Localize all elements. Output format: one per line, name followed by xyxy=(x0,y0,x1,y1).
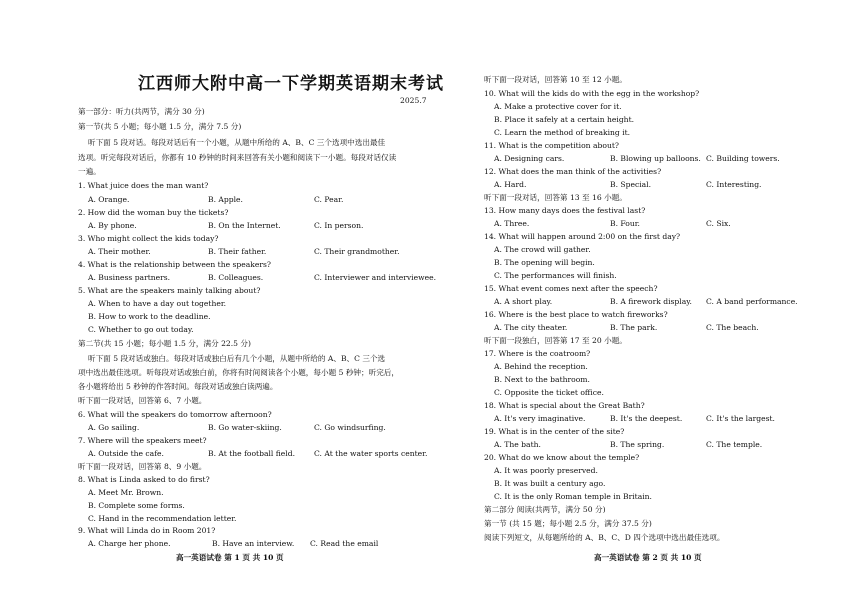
option-a: A. Orange. xyxy=(88,195,130,204)
option-b: B. Next to the bathroom. xyxy=(494,375,590,384)
option-c: C. Interesting. xyxy=(706,180,762,189)
section-heading: 第一节 (共 15 题；每小题 2.5 分，满分 37.5 分) xyxy=(484,519,652,528)
exam-title: 江西师大附中高一下学期英语期末考试 xyxy=(138,74,444,94)
question-stem: 19. What is in the center of the site? xyxy=(484,427,625,436)
question-stem: 1. What juice does the man want? xyxy=(78,181,209,190)
option-b: B. Go water-skiing. xyxy=(208,423,282,432)
section1-heading: 第一节(共 5 小题；每小题 1.5 分，满分 7.5 分) xyxy=(78,122,242,131)
question-stem: 4. What is the relationship between the speakers? xyxy=(78,260,271,269)
option-b: B. At the football field. xyxy=(208,449,296,458)
question-stem: 8. What is Linda asked to do first? xyxy=(78,475,210,484)
question-stem: 20. What do we know about the temple? xyxy=(484,453,640,462)
listening-direction: 听下面一段独白，回答第 17 至 20 小题。 xyxy=(484,336,627,345)
question-stem: 9. What will Linda do in Room 201? xyxy=(78,526,216,535)
option-c: C. At the water sports center. xyxy=(314,449,428,458)
option-a: A. Hard. xyxy=(494,180,527,189)
option-b: B. Their father. xyxy=(208,247,267,256)
question-stem: 5. What are the speakers mainly talking about? xyxy=(78,286,261,295)
option-c: C. Go windsurfing. xyxy=(314,423,386,432)
option-b: B. It was built a century ago. xyxy=(494,479,606,488)
listening-direction: 听下面一段对话，回答第 8、9 小题。 xyxy=(78,462,207,471)
question-stem: 7. Where will the speakers meet? xyxy=(78,436,207,445)
part2-heading: 第二部分 阅读(共两节，满分 50 分) xyxy=(484,505,606,514)
option-c: C. Whether to go out today. xyxy=(88,325,194,334)
reading-instruction: 阅读下列短文，从每题所给的 A、B、C、D 四个选项中选出最佳选项。 xyxy=(484,533,725,542)
option-b: B. Blowing up balloons. xyxy=(610,154,701,163)
option-c: C. Hand in the recommendation letter. xyxy=(88,514,237,523)
option-a: A. A short play. xyxy=(494,297,553,306)
question-stem: 13. How many days does the festival last? xyxy=(484,206,646,215)
instruction-line: 听下面 5 段对话或独白。每段对话或独白后有几个小题，从题中所给的 A、B、C 三个选 xyxy=(88,354,386,363)
option-c: C. The temple. xyxy=(706,440,763,449)
question-stem: 16. Where is the best place to watch fireworks? xyxy=(484,310,668,319)
question-stem: 11. What is the competition about? xyxy=(484,141,619,150)
instruction-line: 听下面 5 段对话。每段对话后有一个小题，从题中所给的 A、B、C 三个选项中选出最佳 xyxy=(88,138,386,147)
option-a: A. Meet Mr. Brown. xyxy=(88,488,164,497)
option-b: B. On the Internet. xyxy=(208,221,281,230)
listening-direction: 听下面一段对话，回答第 13 至 16 小题。 xyxy=(484,193,627,202)
option-c: C. Six. xyxy=(706,219,731,228)
option-b: B. Special. xyxy=(610,180,652,189)
option-b: B. Place it safely at a certain height. xyxy=(494,115,635,124)
option-a: A. Behind the reception. xyxy=(494,362,588,371)
option-b: B. Complete some forms. xyxy=(88,501,185,510)
option-b: B. The park. xyxy=(610,323,658,332)
option-c: C. The performances will finish. xyxy=(494,271,617,280)
instruction-line: 各小题将给出 5 秒钟的作答时间。每段对话或独白读两遍。 xyxy=(78,382,278,391)
listening-direction: 听下面一段对话，回答第 6、7 小题。 xyxy=(78,396,207,405)
option-c: C. Learn the method of breaking it. xyxy=(494,128,631,137)
page-footer: 高一英语试卷 第 2 页 共 10 页 xyxy=(594,553,702,562)
option-b: B. How to work to the deadline. xyxy=(88,312,211,321)
option-a: A. Business partners. xyxy=(88,273,171,282)
option-b: B. Colleagues. xyxy=(208,273,264,282)
left-column xyxy=(78,0,468,608)
question-stem: 14. What will happen around 2:00 on the first day? xyxy=(484,232,681,241)
page-footer: 高一英语试卷 第 1 页 共 10 页 xyxy=(176,553,284,562)
question-stem: 10. What will the kids do with the egg in the workshop? xyxy=(484,89,700,98)
instruction-line: 选项。听完每段对话后，你都有 10 秒钟的时间来回答有关小题和阅读下一小题。每段对话仅读 xyxy=(78,153,397,162)
option-c: C. Read the email xyxy=(310,539,379,548)
option-c: C. It's the largest. xyxy=(706,414,775,423)
option-a: A. Designing cars. xyxy=(494,154,565,163)
option-c: C. Building towers. xyxy=(706,154,780,163)
option-a: A. Charge her phone. xyxy=(88,539,171,548)
option-a: A. Their mother. xyxy=(88,247,151,256)
question-stem: 18. What is special about the Great Bath? xyxy=(484,401,645,410)
option-b: B. Have an interview. xyxy=(212,539,295,548)
option-c: C. Opposite the ticket office. xyxy=(494,388,604,397)
option-c: C. Their grandmother. xyxy=(314,247,400,256)
option-c: C. Pear. xyxy=(314,195,344,204)
option-a: A. When to have a day out together. xyxy=(88,299,227,308)
option-b: B. The opening will begin. xyxy=(494,258,595,267)
option-c: C. Interviewer and interviewee. xyxy=(314,273,436,282)
option-c: C. A band performance. xyxy=(706,297,798,306)
section2-heading: 第二节(共 15 小题；每小题 1.5 分，满分 22.5 分) xyxy=(78,339,251,348)
option-c: C. It is the only Roman temple in Britain. xyxy=(494,492,652,501)
option-a: A. Three. xyxy=(494,219,530,228)
instruction-line: 一遍。 xyxy=(78,167,101,176)
question-stem: 3. Who might collect the kids today? xyxy=(78,234,219,243)
option-a: A. Make a protective cover for it. xyxy=(494,102,622,111)
question-stem: 12. What does the man think of the activities? xyxy=(484,167,662,176)
option-a: A. It was poorly preserved. xyxy=(494,466,598,475)
right-column xyxy=(484,0,860,608)
option-a: A. The bath. xyxy=(494,440,541,449)
part1-heading: 第一部分：听力(共两节，满分 30 分) xyxy=(78,107,205,116)
question-stem: 15. What event comes next after the speech? xyxy=(484,284,658,293)
question-stem: 6. What will the speakers do tomorrow afternoon? xyxy=(78,410,272,419)
option-b: B. A firework display. xyxy=(610,297,692,306)
option-a: A. By phone. xyxy=(88,221,137,230)
option-a: A. It's very imaginative. xyxy=(494,414,586,423)
option-a: A. The city theater. xyxy=(494,323,568,332)
option-a: A. Outside the cafe. xyxy=(88,449,164,458)
instruction-line: 项中选出最佳选项。听每段对话或独白前，你将有时间阅读各个小题，每小题 5 秒钟；听完后， xyxy=(78,368,399,377)
question-stem: 17. Where is the coatroom? xyxy=(484,349,591,358)
option-a: A. The crowd will gather. xyxy=(494,245,591,254)
listening-direction: 听下面一段对话，回答第 10 至 12 小题。 xyxy=(484,75,627,84)
option-b: B. Apple. xyxy=(208,195,243,204)
option-c: C. In person. xyxy=(314,221,364,230)
option-c: C. The beach. xyxy=(706,323,759,332)
exam-date: 2025.7 xyxy=(400,96,427,105)
question-stem: 2. How did the woman buy the tickets? xyxy=(78,208,229,217)
option-b: B. It's the deepest. xyxy=(610,414,683,423)
option-b: B. The spring. xyxy=(610,440,665,449)
option-a: A. Go sailing. xyxy=(88,423,140,432)
option-b: B. Four. xyxy=(610,219,640,228)
